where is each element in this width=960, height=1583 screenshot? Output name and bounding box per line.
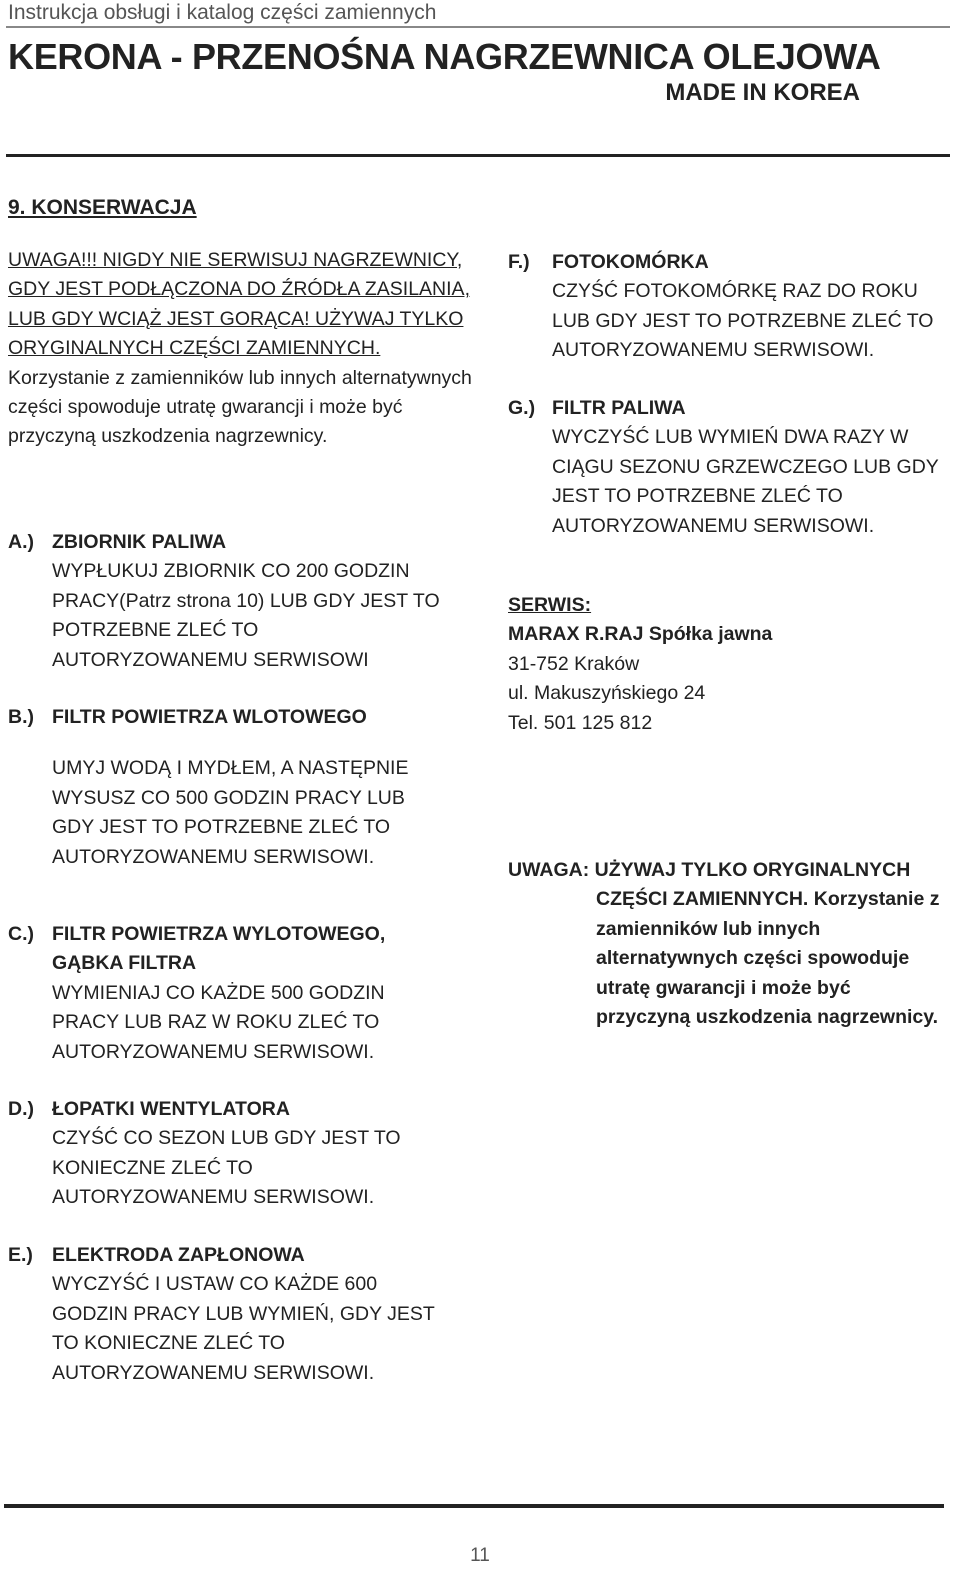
item-label: B.) [8, 706, 34, 728]
item-text: WYCZYŚĆ LUB WYMIEŃ DWA RAZY W CIĄGU SEZONU GRZEWCZEGO LUB GDY JEST TO POTRZEBNE ZLEĆ TO AUTORYZOWANEMU SERWISOWI. [552, 426, 939, 537]
item-text: WYMIENIAJ CO KAŻDE 500 GODZIN PRACY LUB RAZ W ROKU ZLEĆ TO AUTORYZOWANEMU SERWISOWI. [52, 981, 385, 1063]
item-title: FILTR POWIETRZA WYLOTOWEGO, GĄBKA FILTRA [52, 923, 386, 975]
item-label: C.) [8, 923, 34, 945]
item-title: FILTR PALIWA [552, 397, 686, 419]
warning-block [8, 246, 478, 452]
service-contact [508, 591, 772, 738]
maintenance-item-d [8, 1095, 448, 1213]
item-text: CZYŚĆ FOTOKOMÓRKĘ RAZ DO ROKU LUB GDY JEST TO POTRZEBNE ZLEĆ TO AUTORYZOWANEMU SERWISOWI. [552, 280, 934, 362]
maintenance-item-f [508, 248, 948, 366]
page-number: 11 [470, 1545, 490, 1566]
item-label: G.) [508, 397, 536, 419]
header-bottom-rule [6, 154, 950, 157]
item-text: UMYJ WODĄ I MYDŁEM, A NASTĘPNIE WYSUSZ CO 500 GODZIN PRACY LUB GDY JEST TO POTRZEBNE ZLEĆ TO AUTORYZOWANEMU SERWISOWI. [52, 757, 409, 868]
item-title: FOTOKOMÓRKA [552, 251, 709, 273]
section-title: 9. KONSERWACJA [8, 196, 197, 219]
parts-note [508, 856, 948, 1032]
note-body: CZĘŚCI ZAMIENNYCH. Korzystanie z zamienników lub innych alternatywnych części spowoduje utratę gwarancji i może być przyczyną uszkodzenia nagrzewnicy. [596, 888, 940, 1029]
item-label: F.) [508, 251, 530, 273]
footer-rule [4, 1504, 944, 1508]
service-street: ul. Makuszyńskiego 24 [508, 682, 706, 705]
item-title: ŁOPATKI WENTYLATORA [52, 1098, 290, 1120]
service-company-name: MARAX R.RAJ Spółka jawna [508, 623, 773, 646]
document-title: KERONA - PRZENOŚNA NAGRZEWNICA OLEJOWA [8, 36, 881, 77]
warning-underlined: UWAGA!!! NIGDY NIE SERWISUJ NAGRZEWNICY, GDY JEST PODŁĄCZONA DO ŹRÓDŁA ZASILANIA, LUB GDY WCIĄŻ JEST GORĄCA! UŻYWAJ TYLKO ORYGINALNYCH CZĘŚCI ZAMIENNYCH. [8, 249, 470, 360]
service-city: 31-752 Kraków [508, 652, 640, 675]
maintenance-item-c [8, 920, 448, 1067]
item-label: E.) [8, 1244, 33, 1266]
item-label: D.) [8, 1098, 34, 1120]
maintenance-item-e [8, 1241, 448, 1388]
service-heading: SERWIS: [508, 594, 592, 616]
item-text: WYCZYŚĆ I USTAW CO KAŻDE 600 GODZIN PRACY LUB WYMIEŃ, GDY JEST TO KONIECZNE ZLEĆ TO AUTORYZOWANEMU SERWISOWI. [52, 1273, 435, 1384]
item-title: FILTR POWIETRZA WLOTOWEGO [52, 706, 367, 728]
warning-rest: Korzystanie z zamienników lub innych alternatywnych części spowoduje utratę gwarancji i może być przyczyną uszkodzenia nagrzewnicy. [8, 366, 472, 448]
document-subtitle: Instrukcja obsługi i katalog części zamiennych [8, 1, 437, 24]
maintenance-item-b [8, 703, 448, 872]
maintenance-item-g [508, 394, 948, 541]
item-label: A.) [8, 531, 34, 553]
note-first-line: UWAGA: UŻYWAJ TYLKO ORYGINALNYCH [508, 859, 911, 881]
maintenance-item-a [8, 528, 448, 675]
item-text: WYPŁUKUJ ZBIORNIK CO 200 GODZIN PRACY(Patrz strona 10) LUB GDY JEST TO POTRZEBNE ZLEĆ TO AUTORYZOWANEMU SERWISOWI [52, 560, 440, 671]
service-phone: Tel. 501 125 812 [508, 711, 653, 734]
header-divider [6, 26, 950, 28]
item-title: ELEKTRODA ZAPŁONOWA [52, 1244, 305, 1266]
item-title: ZBIORNIK PALIWA [52, 531, 227, 553]
item-text: CZYŚĆ CO SEZON LUB GDY JEST TO KONIECZNE ZLEĆ TO AUTORYZOWANEMU SERWISOWI. [52, 1127, 401, 1209]
origin-label: MADE IN KOREA [665, 79, 860, 106]
